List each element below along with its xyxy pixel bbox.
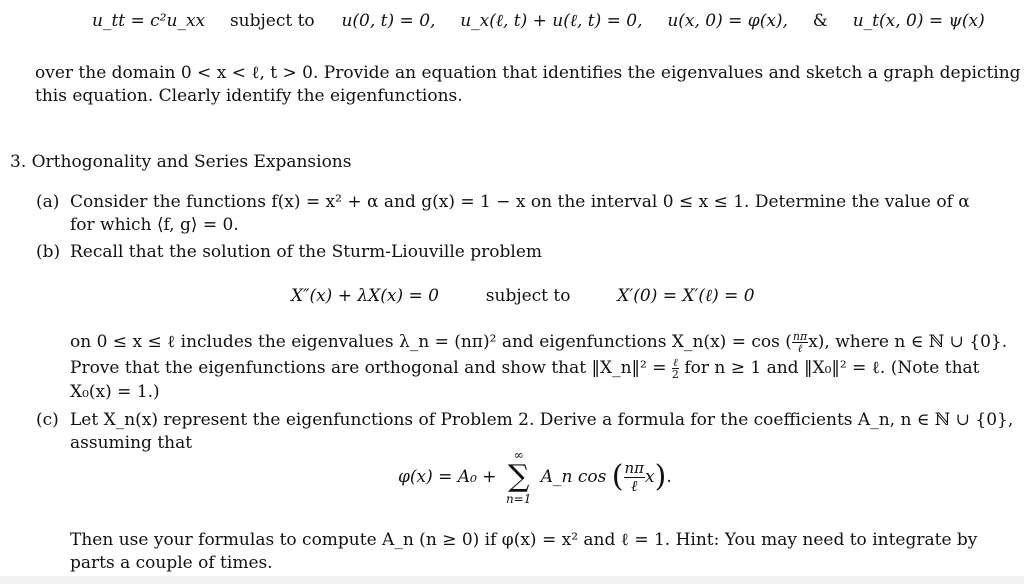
part-b-line-2-start: on 0 ≤ x ≤ ℓ includes the eigenvalues λ_n = (nπ)² and eigenfunctions X_n(x) = cos (	[70, 332, 792, 352]
part-b-line-3	[70, 356, 979, 380]
part-c-label: (c)	[36, 410, 59, 430]
pde: u_tt = c²u_xx	[92, 11, 206, 31]
l-over-2-fraction	[672, 357, 679, 380]
sturm-liouville-equation	[291, 284, 755, 308]
sl-boundary: X′(0) = X′(ℓ) = 0	[617, 286, 755, 306]
series-x: x	[645, 467, 655, 487]
part-b-line-2-end: x), where n ∈ ℕ ∪ {0}.	[808, 332, 1008, 352]
initial-condition-2: u_t(x, 0) = ψ(x)	[852, 11, 985, 31]
part-a-line-2: for which ⟨f, g⟩ = 0.	[70, 215, 239, 235]
sigma: ∑	[507, 459, 530, 494]
intro-line-2: this equation. Clearly identify the eigenfunctions.	[35, 86, 463, 106]
sl-subject-to: subject to	[485, 286, 571, 306]
sum-upper-limit: ∞	[513, 448, 524, 462]
summation-symbol	[506, 448, 531, 506]
intro-line-1: over the domain 0 < x < ℓ, t > 0. Provide an equation that identifies the eigenvalues and sketch a graph depicting	[35, 63, 1021, 83]
n-pi-over-l-fraction	[792, 331, 808, 354]
part-b-line-3-end: for n ≥ 1 and ‖X₀‖² = ℓ. (Note that	[684, 358, 980, 378]
part-a-line-1: Consider the functions f(x) = x² + α and g(x) = 1 − x on the interval 0 ≤ x ≤ 1. Determine the value of α	[70, 192, 970, 212]
series-fraction-denominator: ℓ	[631, 476, 638, 495]
part-a-label: (a)	[36, 192, 60, 212]
subject-to-text: subject to	[229, 11, 315, 31]
sl-ode: X″(x) + λX(x) = 0	[291, 286, 439, 306]
header-equation	[92, 9, 985, 33]
part-c-line-4: parts a couple of times.	[70, 553, 273, 573]
boundary-condition-1: u(0, t) = 0,	[341, 11, 436, 31]
part-b-line-1: Recall that the solution of the Sturm-Liouville problem	[70, 242, 543, 262]
ampersand: &	[812, 11, 828, 31]
part-c-line-3: Then use your formulas to compute A_n (n ≥ 0) if φ(x) = x² and ℓ = 1. Hint: You may need to integrate by	[70, 530, 978, 550]
part-b-line-4: X₀(x) = 1.)	[70, 382, 160, 402]
fraction-denominator: ℓ	[797, 342, 803, 355]
sum-lower-limit: n=1	[505, 492, 532, 506]
fraction-numerator: nπ	[792, 330, 808, 343]
initial-condition-1: u(x, 0) = φ(x),	[667, 11, 788, 31]
part-c-line-1: Let X_n(x) represent the eigenfunctions of Problem 2. Derive a formula for the coefficients A_n, n ∈ ℕ ∪ {0},	[70, 410, 1014, 430]
bottom-edge	[0, 576, 1024, 584]
part-b-line-2	[70, 330, 1007, 354]
half-numerator: ℓ	[673, 356, 678, 369]
part-b-line-3-start: Prove that the eigenfunctions are orthogonal and show that ‖X_n‖² =	[70, 358, 667, 378]
half-denominator: 2	[671, 368, 679, 381]
section-heading: 3. Orthogonality and Series Expansions	[10, 152, 352, 172]
series-expansion-equation: φ(x) = A₀ + ∞ ∑ n=1 A_n cos ( $\frac{n\pi}{\text{ℓ}}$ x).	[398, 448, 672, 506]
series-fraction	[624, 460, 646, 495]
series-fraction-numerator: nπ	[624, 458, 645, 477]
part-c-line-2: assuming that	[70, 433, 193, 453]
part-b-label: (b)	[36, 242, 61, 262]
series-term: A_n cos	[540, 467, 607, 487]
series-lhs: φ(x) = A₀ +	[398, 467, 497, 487]
boundary-condition-2: u_x(ℓ, t) + u(ℓ, t) = 0,	[460, 11, 643, 31]
